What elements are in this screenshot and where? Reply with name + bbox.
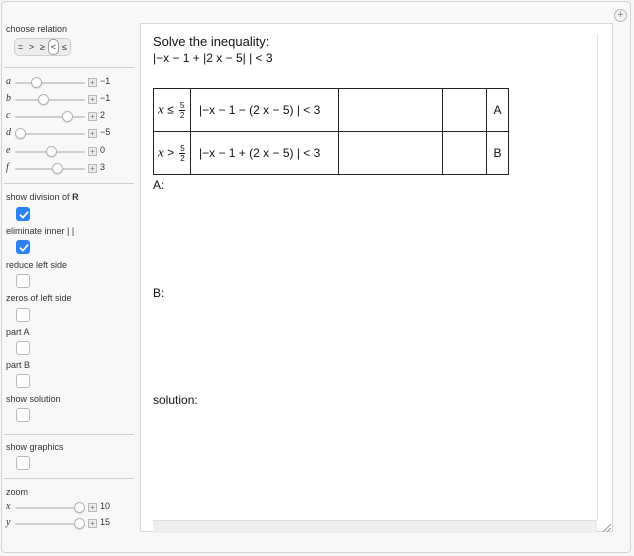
- relation-option-lt[interactable]: <: [48, 39, 59, 55]
- eliminate-inner-checkbox[interactable]: [16, 240, 30, 254]
- case-empty-cell: [339, 89, 443, 132]
- slider-value: 15: [100, 517, 111, 527]
- slider-variable-label: y: [6, 517, 11, 528]
- zoom-label: zoom: [6, 487, 29, 497]
- horizontal-scrollbar[interactable]: [153, 520, 597, 533]
- slider-variable-label: e: [6, 145, 11, 156]
- relation-selector[interactable]: [14, 38, 71, 56]
- case-label: A: [487, 89, 509, 132]
- slider-value: 0: [100, 145, 106, 155]
- slider-plus-icon[interactable]: +: [88, 147, 97, 156]
- case-empty-cell: [443, 132, 487, 175]
- condition-variable: x: [158, 144, 164, 160]
- relation-option-ge[interactable]: ≥: [40, 42, 45, 52]
- divider: [4, 478, 134, 479]
- case-label: B: [487, 132, 509, 175]
- part-a-heading: A:: [153, 178, 165, 192]
- part-a-checkbox[interactable]: [16, 341, 30, 355]
- case-empty-cell: [339, 132, 443, 175]
- slider-plus-icon[interactable]: +: [88, 164, 97, 173]
- fraction-numerator: 5: [179, 100, 185, 110]
- choose-relation-label: choose relation: [6, 24, 68, 34]
- slider-variable-label: b: [6, 93, 11, 104]
- expand-plus-icon[interactable]: +: [614, 9, 627, 22]
- slider-track[interactable]: [15, 82, 85, 84]
- condition-relation: >: [167, 145, 175, 160]
- table-row: [154, 132, 509, 175]
- slider-thumb[interactable]: [52, 163, 63, 174]
- show-solution-checkbox[interactable]: [16, 408, 30, 422]
- relation-option-le[interactable]: ≤: [62, 42, 67, 52]
- slider-c[interactable]: [0, 110, 140, 124]
- divider: [4, 434, 134, 435]
- slider-track[interactable]: [15, 116, 85, 118]
- output-pane: [140, 23, 613, 532]
- solution-heading: solution:: [153, 393, 198, 407]
- slider-variable-label: x: [6, 501, 11, 512]
- show-division-checkbox[interactable]: [16, 207, 30, 221]
- slider-y[interactable]: [0, 517, 140, 531]
- slider-value: −1: [100, 93, 111, 103]
- slider-d[interactable]: [0, 127, 140, 141]
- fraction: [179, 101, 185, 120]
- slider-plus-icon[interactable]: +: [88, 78, 97, 87]
- show-division-text: show division of: [6, 192, 70, 202]
- problem-title: Solve the inequality:: [153, 34, 270, 49]
- slider-variable-label: d: [6, 127, 11, 138]
- relation-option-gt[interactable]: >: [28, 42, 35, 52]
- show-graphics-checkbox[interactable]: [16, 456, 30, 470]
- slider-value: 2: [100, 110, 106, 120]
- divider: [4, 183, 134, 184]
- show-division-bold: R: [72, 192, 79, 202]
- slider-e[interactable]: [0, 145, 140, 159]
- slider-thumb[interactable]: [46, 146, 57, 157]
- show-graphics-label: show graphics: [6, 442, 64, 452]
- slider-variable-label: a: [6, 76, 11, 87]
- resize-grip-icon[interactable]: [600, 521, 612, 533]
- fraction-numerator: 5: [180, 143, 185, 153]
- fraction-denominator: 2: [179, 110, 185, 120]
- zeros-left-checkbox[interactable]: [16, 308, 30, 322]
- show-division-label: [6, 192, 79, 202]
- condition-variable: x: [158, 101, 164, 117]
- slider-variable-label: c: [6, 110, 11, 121]
- slider-plus-icon[interactable]: +: [88, 503, 97, 512]
- part-a-label: part A: [6, 327, 30, 337]
- relation-option-eq[interactable]: =: [17, 42, 24, 52]
- table-row: [154, 89, 509, 132]
- part-b-checkbox[interactable]: [16, 374, 30, 388]
- cases-table: [153, 88, 509, 175]
- slider-thumb[interactable]: [15, 128, 26, 139]
- case-condition: [154, 89, 191, 132]
- slider-value: −1: [100, 76, 111, 86]
- case-expression: |−x − 1 + (2 x − 5) | < 3: [191, 132, 339, 175]
- slider-plus-icon[interactable]: +: [88, 95, 97, 104]
- control-panel: [0, 0, 140, 556]
- reduce-left-label: reduce left side: [6, 260, 68, 270]
- case-empty-cell: [443, 89, 487, 132]
- fraction-denominator: 2: [180, 153, 185, 163]
- slider-x[interactable]: [0, 501, 140, 515]
- slider-thumb[interactable]: [31, 77, 42, 88]
- slider-thumb[interactable]: [74, 518, 85, 529]
- slider-thumb[interactable]: [38, 94, 49, 105]
- slider-track[interactable]: [15, 168, 85, 170]
- slider-a[interactable]: [0, 76, 140, 90]
- slider-plus-icon[interactable]: +: [88, 112, 97, 121]
- show-solution-label: show solution: [6, 394, 61, 404]
- slider-f[interactable]: [0, 162, 140, 176]
- slider-variable-label: f: [6, 162, 9, 173]
- case-condition: [154, 132, 191, 175]
- reduce-left-checkbox[interactable]: [16, 274, 30, 288]
- case-expression: |−x − 1 − (2 x − 5) | < 3: [191, 89, 339, 132]
- slider-value: 10: [100, 501, 111, 511]
- slider-value: 3: [100, 162, 106, 172]
- slider-b[interactable]: [0, 93, 140, 107]
- divider: [4, 67, 134, 68]
- part-b-label: part B: [6, 360, 31, 370]
- slider-value: −5: [100, 127, 111, 137]
- slider-track[interactable]: [15, 99, 85, 101]
- slider-plus-icon[interactable]: +: [88, 129, 97, 138]
- part-b-heading: B:: [153, 286, 165, 300]
- zeros-left-label: zeros of left side: [6, 293, 72, 303]
- inequality-expression: |−x − 1 + |2 x − 5| | < 3: [153, 51, 273, 65]
- eliminate-inner-label: eliminate inner | |: [6, 226, 75, 236]
- slider-thumb[interactable]: [74, 502, 85, 513]
- vertical-scrollbar[interactable]: [597, 34, 598, 520]
- slider-plus-icon[interactable]: +: [88, 519, 97, 528]
- condition-relation: ≤: [167, 102, 174, 117]
- slider-thumb[interactable]: [62, 111, 73, 122]
- fraction: [179, 144, 185, 163]
